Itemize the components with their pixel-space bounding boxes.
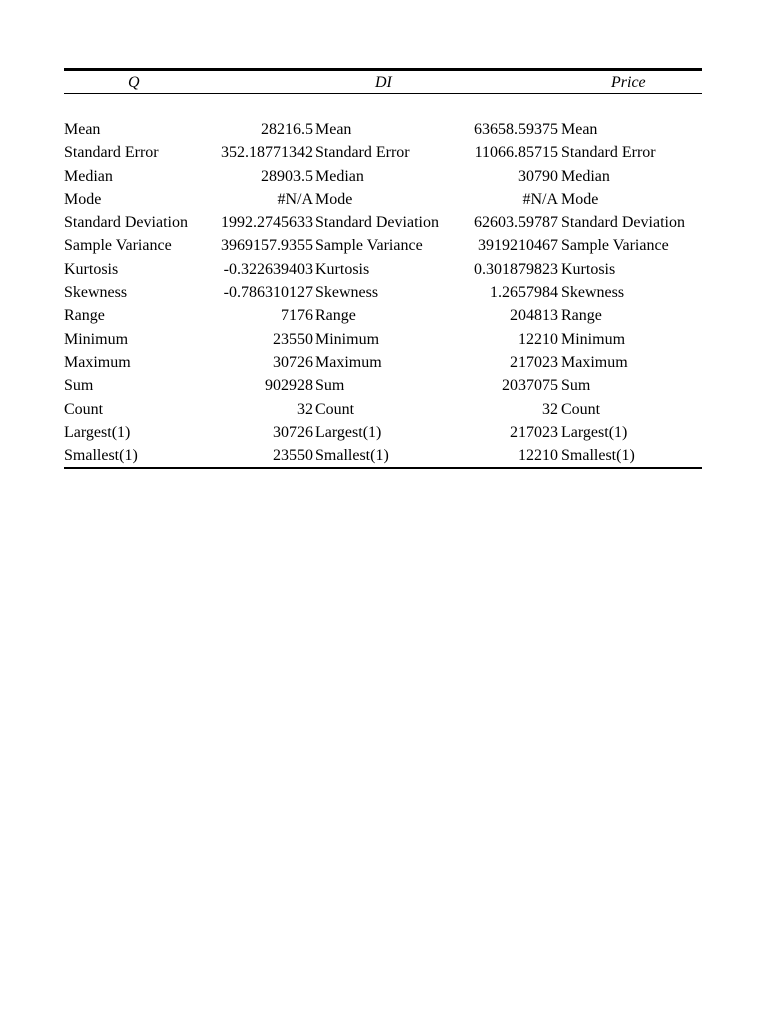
price-stat-label: Skewness bbox=[561, 284, 625, 302]
q-stat-label: Range bbox=[64, 307, 105, 325]
di-stat-value: 217023 bbox=[510, 353, 558, 371]
di-stat-label: Largest(1) bbox=[315, 423, 382, 441]
di-stat-label: Standard Error bbox=[315, 144, 410, 162]
price-stat-label: Median bbox=[561, 167, 610, 185]
price-stat-label: Maximum bbox=[561, 353, 628, 371]
q-stat-label: Mean bbox=[64, 121, 101, 138]
di-stat-label: Mean bbox=[315, 121, 352, 138]
q-stat-value: -0.322639403 bbox=[223, 260, 313, 278]
q-stat-value: -0.786310127 bbox=[223, 284, 313, 302]
q-stat-label: Kurtosis bbox=[64, 260, 119, 278]
q-stat-label: Sum bbox=[64, 377, 94, 395]
q-stat-value: 28903.5 bbox=[261, 167, 313, 185]
header-q: Q bbox=[128, 74, 140, 91]
di-stat-value: 63658.59375 bbox=[474, 121, 558, 138]
di-stat-value: 0.301879823 bbox=[474, 260, 558, 278]
table-row bbox=[64, 398, 702, 421]
q-stat-value: 1992.2745633 bbox=[221, 214, 313, 232]
q-stat-label: Count bbox=[64, 400, 104, 418]
price-stat-label: Kurtosis bbox=[561, 260, 616, 278]
di-stat-label: Skewness bbox=[315, 284, 379, 302]
di-stat-label: Mode bbox=[315, 190, 353, 208]
price-stat-label: Mode bbox=[561, 190, 599, 208]
di-stat-value: 3919210467 bbox=[478, 237, 558, 255]
table-row bbox=[64, 374, 702, 397]
descriptive-statistics-table bbox=[64, 68, 702, 469]
table-row bbox=[64, 351, 702, 374]
q-stat-label: Maximum bbox=[64, 353, 131, 371]
table-row bbox=[64, 141, 702, 164]
di-stat-label: Standard Deviation bbox=[315, 214, 439, 232]
q-stat-value: 32 bbox=[297, 400, 313, 418]
di-stat-label: Kurtosis bbox=[315, 260, 370, 278]
di-stat-value: 12210 bbox=[518, 330, 558, 348]
q-stat-value: 352.18771342 bbox=[221, 144, 313, 162]
q-stat-label: Largest(1) bbox=[64, 423, 131, 441]
price-stat-label: Count bbox=[561, 400, 601, 418]
table-row bbox=[64, 165, 702, 188]
di-stat-label: Minimum bbox=[315, 330, 380, 348]
table-row bbox=[64, 304, 702, 327]
q-stat-value: 3969157.9355 bbox=[221, 237, 313, 255]
q-stat-label: Skewness bbox=[64, 284, 128, 302]
price-stat-label: Sample Variance bbox=[561, 237, 669, 255]
di-stat-label: Smallest(1) bbox=[315, 447, 389, 465]
q-stat-value: 902928 bbox=[265, 377, 313, 395]
q-stat-value: 28216.5 bbox=[261, 121, 313, 138]
price-stat-label: Standard Error bbox=[561, 144, 656, 162]
di-stat-value: #N/A bbox=[522, 190, 558, 208]
table-row bbox=[64, 258, 702, 281]
table-body bbox=[64, 118, 702, 467]
q-stat-value: 23550 bbox=[273, 330, 313, 348]
price-stat-label: Minimum bbox=[561, 330, 626, 348]
price-stat-label: Standard Deviation bbox=[561, 214, 685, 232]
di-stat-value: 217023 bbox=[510, 423, 558, 441]
table-row bbox=[64, 211, 702, 234]
q-stat-value: 30726 bbox=[273, 423, 313, 441]
price-stat-label: Mean bbox=[561, 121, 598, 138]
table-row bbox=[64, 421, 702, 444]
table-row bbox=[64, 118, 702, 141]
q-stat-label: Smallest(1) bbox=[64, 447, 138, 465]
di-stat-value: 30790 bbox=[518, 167, 558, 185]
table-header-row bbox=[64, 71, 702, 94]
header-price: Price bbox=[611, 74, 646, 91]
di-stat-label: Maximum bbox=[315, 353, 382, 371]
q-stat-label: Median bbox=[64, 167, 113, 185]
q-stat-label: Mode bbox=[64, 190, 102, 208]
header-di: DI bbox=[375, 74, 392, 91]
header-spacer bbox=[64, 94, 702, 118]
di-stat-value: 2037075 bbox=[502, 377, 558, 395]
q-stat-value: 23550 bbox=[273, 447, 313, 465]
q-stat-value: 30726 bbox=[273, 353, 313, 371]
table-row bbox=[64, 234, 702, 257]
di-stat-label: Median bbox=[315, 167, 364, 185]
price-stat-label: Smallest(1) bbox=[561, 447, 635, 465]
q-stat-label: Sample Variance bbox=[64, 237, 172, 255]
table-row bbox=[64, 444, 702, 467]
price-stat-label: Range bbox=[561, 307, 602, 325]
di-stat-label: Sample Variance bbox=[315, 237, 423, 255]
di-stat-value: 1.2657984 bbox=[490, 284, 558, 302]
di-stat-value: 32 bbox=[542, 400, 558, 418]
q-stat-label: Standard Deviation bbox=[64, 214, 188, 232]
q-stat-value: #N/A bbox=[277, 190, 313, 208]
q-stat-value: 7176 bbox=[281, 307, 313, 325]
di-stat-label: Count bbox=[315, 400, 355, 418]
table-row bbox=[64, 281, 702, 304]
di-stat-value: 204813 bbox=[510, 307, 558, 325]
price-stat-label: Largest(1) bbox=[561, 423, 628, 441]
di-stat-label: Sum bbox=[315, 377, 345, 395]
table-row bbox=[64, 328, 702, 351]
table-row bbox=[64, 188, 702, 211]
di-stat-value: 62603.59787 bbox=[474, 214, 558, 232]
di-stat-label: Range bbox=[315, 307, 356, 325]
di-stat-value: 12210 bbox=[518, 447, 558, 465]
q-stat-label: Minimum bbox=[64, 330, 129, 348]
price-stat-label: Sum bbox=[561, 377, 591, 395]
di-stat-value: 11066.85715 bbox=[474, 144, 558, 162]
q-stat-label: Standard Error bbox=[64, 144, 159, 162]
